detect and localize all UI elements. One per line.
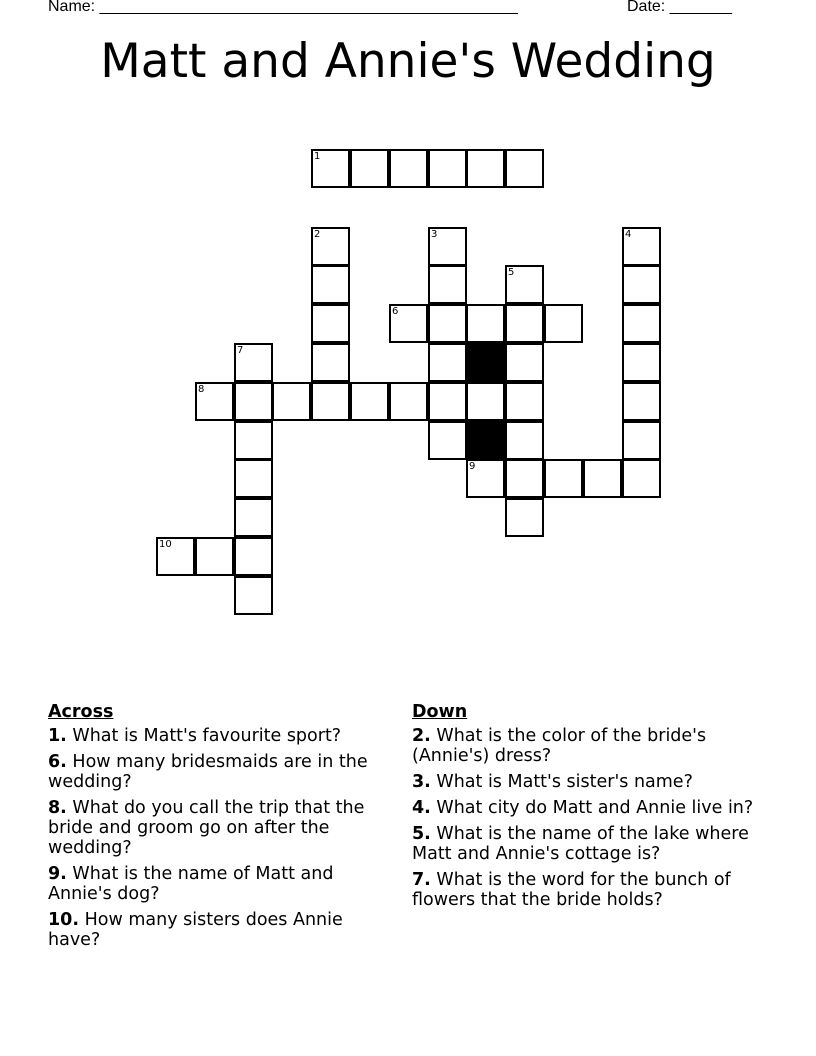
across-clue	[48, 752, 393, 792]
crossword-cell[interactable]	[544, 459, 583, 498]
page-title: Matt and Annie's Wedding	[100, 34, 716, 89]
crossword-cell[interactable]	[234, 537, 273, 576]
crossword-cell[interactable]	[350, 382, 389, 421]
down-clues	[412, 702, 757, 916]
down-heading: Down	[412, 702, 468, 722]
crossword-cell[interactable]	[466, 304, 505, 343]
crossword-cell[interactable]	[505, 149, 544, 188]
clue-number: 8.	[48, 798, 67, 818]
crossword-cell[interactable]	[234, 421, 273, 460]
crossword-cell[interactable]	[428, 382, 467, 421]
crossword-cell[interactable]	[428, 265, 467, 304]
crossword-cell[interactable]	[544, 304, 583, 343]
across-clue	[48, 798, 393, 858]
clue-number-label: 4	[625, 229, 632, 240]
crossword-cell[interactable]	[466, 382, 505, 421]
crossword-cell[interactable]	[234, 498, 273, 537]
clue-text: What is the name of the lake where Matt and Annie's cottage is?	[412, 824, 749, 864]
clue-number-label: 8	[198, 384, 205, 395]
clue-text: What do you call the trip that the bride and groom go on after the wedding?	[48, 798, 365, 858]
crossword-black-cell	[466, 343, 505, 382]
clue-text: What is the name of Matt and Annie's dog?	[48, 864, 334, 904]
crossword-cell[interactable]	[156, 537, 195, 576]
clue-number-label: 9	[469, 461, 476, 472]
down-clue	[412, 772, 757, 792]
crossword-cell[interactable]	[311, 382, 350, 421]
clue-number-label: 5	[508, 267, 515, 278]
crossword-cell[interactable]	[622, 382, 661, 421]
clue-number: 10.	[48, 910, 80, 930]
crossword-cell[interactable]	[505, 304, 544, 343]
date-line: Date: _______	[627, 0, 732, 15]
crossword-cell[interactable]	[622, 343, 661, 382]
crossword-cell[interactable]	[234, 343, 273, 382]
clue-text: What is Matt's favourite sport?	[72, 726, 342, 746]
crossword-cell[interactable]	[311, 265, 350, 304]
down-clue	[412, 798, 757, 818]
clue-text: What is the color of the bride's (Annie's) dress?	[412, 726, 707, 766]
clue-number: 9.	[48, 864, 67, 884]
crossword-cell[interactable]	[428, 343, 467, 382]
crossword-cell[interactable]	[311, 304, 350, 343]
across-heading: Across	[48, 702, 114, 722]
crossword-cell[interactable]	[389, 304, 428, 343]
crossword-cell[interactable]	[428, 304, 467, 343]
clue-number: 2.	[412, 726, 431, 746]
crossword-cell[interactable]	[583, 459, 622, 498]
clue-text: What city do Matt and Annie live in?	[436, 798, 754, 818]
crossword-cell[interactable]	[505, 382, 544, 421]
crossword-cell[interactable]	[311, 343, 350, 382]
crossword-cell[interactable]	[622, 421, 661, 460]
across-clues	[48, 702, 393, 956]
clue-text: How many bridesmaids are in the wedding?	[48, 752, 368, 792]
crossword-cell[interactable]	[234, 459, 273, 498]
crossword-cell[interactable]	[428, 149, 467, 188]
clue-number: 7.	[412, 870, 431, 890]
clue-number-label: 10	[159, 539, 172, 550]
crossword-cell[interactable]	[505, 265, 544, 304]
crossword-cell[interactable]	[505, 421, 544, 460]
crossword-cell[interactable]	[622, 227, 661, 266]
across-clue	[48, 864, 393, 904]
crossword-cell[interactable]	[505, 498, 544, 537]
crossword-cell[interactable]	[195, 537, 234, 576]
clue-number-label: 7	[237, 345, 244, 356]
clue-number: 6.	[48, 752, 67, 772]
across-clue	[48, 910, 393, 950]
crossword-cell[interactable]	[389, 149, 428, 188]
crossword-cell[interactable]	[466, 149, 505, 188]
crossword-cell[interactable]	[389, 382, 428, 421]
clue-text: What is the word for the bunch of flowers that the bride holds?	[412, 870, 731, 910]
crossword-cell[interactable]	[272, 382, 311, 421]
clue-number: 5.	[412, 824, 431, 844]
clue-number: 4.	[412, 798, 431, 818]
crossword-cell[interactable]	[466, 459, 505, 498]
down-clue	[412, 726, 757, 766]
crossword-cell[interactable]	[195, 382, 234, 421]
crossword-cell[interactable]	[311, 149, 350, 188]
clue-number-label: 1	[314, 151, 321, 162]
down-clue	[412, 824, 757, 864]
crossword-cell[interactable]	[622, 304, 661, 343]
crossword-cell[interactable]	[234, 576, 273, 615]
crossword-cell[interactable]	[234, 382, 273, 421]
down-clue	[412, 870, 757, 910]
crossword-black-cell	[466, 421, 505, 460]
clue-number: 1.	[48, 726, 67, 746]
crossword-cell[interactable]	[311, 227, 350, 266]
name-line: Name: _______________________________________________	[48, 0, 518, 15]
crossword-cell[interactable]	[505, 459, 544, 498]
crossword-cell[interactable]	[428, 421, 467, 460]
clue-text: How many sisters does Annie have?	[48, 910, 343, 950]
crossword-cell[interactable]	[350, 149, 389, 188]
clue-number-label: 6	[392, 306, 399, 317]
crossword-cell[interactable]	[622, 459, 661, 498]
clue-number-label: 2	[314, 229, 321, 240]
clue-text: What is Matt's sister's name?	[436, 772, 693, 792]
clue-number-label: 3	[431, 229, 438, 240]
crossword-cell[interactable]	[622, 265, 661, 304]
across-clue	[48, 726, 393, 746]
clue-number: 3.	[412, 772, 431, 792]
crossword-cell[interactable]	[428, 227, 467, 266]
crossword-cell[interactable]	[505, 343, 544, 382]
